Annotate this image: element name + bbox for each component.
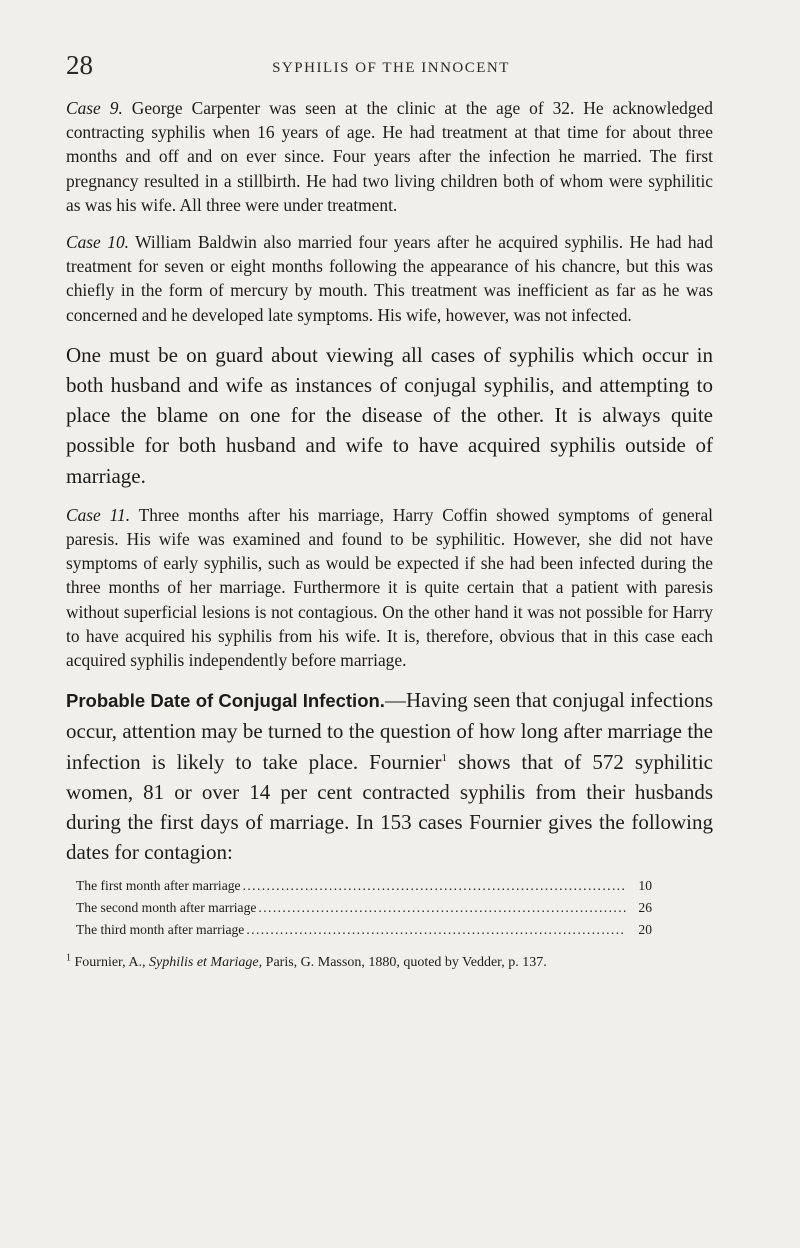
guard-paragraph: One must be on guard about viewing all cases of syphilis which occur in both husband and wife as instances of conjugal syphilis, and attempting to place the blame on one for the disease of the other. It is always quite possible for both husband and wife to have acquired syphilis outside of marriage. (66, 342, 713, 488)
case-text: George Carpenter was seen at the clinic at the age of 32. He acknowledged contracting syphilis when 16 years of age. He had treatment at that time for about three months and off and on ever since. Four years after the infection he married. The first pregnancy resulted in a stillbirth. He had two living children both of whom were syphilitic as was his wife. All three were under treatment. (66, 98, 713, 215)
date-label: The second month after marriage (76, 900, 257, 916)
footnote-reference: 1 (441, 751, 447, 764)
case-label: Case 10. (66, 232, 129, 253)
running-head: SYPHILIS OF THE INNOCENT (272, 60, 510, 76)
date-label: The third month after marriage (76, 922, 245, 938)
case-9-paragraph (66, 96, 713, 217)
page-number: 28 (66, 50, 93, 80)
case-10-paragraph (66, 230, 713, 327)
footnote (66, 953, 713, 973)
page-body (66, 96, 713, 973)
page-header (66, 50, 716, 90)
date-row (76, 875, 652, 897)
contagion-dates-table (76, 875, 652, 941)
footnote-title: Syphilis et Mariage, (149, 955, 263, 971)
case-label: Case 11. (66, 504, 131, 525)
date-row (76, 897, 652, 919)
paragraph-text: —Having seen that conjugal infections occur, attention may be turned to the question of how long after marriage the infection is likely to take place. Fournier (66, 688, 713, 774)
dot-leader (258, 897, 626, 919)
date-value: 10 (638, 878, 652, 894)
case-text: William Baldwin also married four years after he acquired syphilis. He had had treatment for seven or eight months following the appearance of his chancre, but this was chiefly in the form of mercury by mouth. This treatment was inefficient as far as he was concerned and he developed late symptoms. His wife, however, was not infected. (66, 232, 713, 325)
date-label: The first month after marriage (76, 878, 241, 894)
date-row (76, 919, 652, 941)
dot-leader (246, 919, 626, 941)
date-value: 20 (638, 922, 652, 938)
footnote-rest: Paris, G. Masson, 1880, quoted by Vedder, p. 137. (265, 955, 547, 971)
paragraph-text-continued: shows that of 572 syphilitic women, 81 or over 14 per cent contracted syphilis from their husbands during the first days of marriage. In 153 cases Fournier gives the following dates for contagion: (66, 749, 713, 865)
case-11-paragraph (66, 503, 713, 672)
date-value: 26 (638, 900, 652, 916)
footnote-author: Fournier, A., (74, 955, 146, 971)
case-text: Three months after his marriage, Harry Coffin showed symptoms of general paresis. His wife was examined and found to be syphilitic. However, she did not have symptoms of early syphilis, such as would be expected if she had been infected during the three months of her marriage. Furthermore it is quite certain that a patient with paresis without superficial lesions is not contagious. On the other hand it was not possible for Harry to have acquired his syphilis from his wife. It is, therefore, obvious that in this case each acquired syphilis independently before marriage. (66, 504, 713, 671)
dot-leader (243, 875, 626, 897)
case-label: Case 9. (66, 98, 123, 118)
probable-date-paragraph (66, 685, 713, 867)
section-heading: Probable Date of Conjugal Infection. (66, 690, 385, 712)
footnote-marker: 1 (66, 952, 71, 964)
